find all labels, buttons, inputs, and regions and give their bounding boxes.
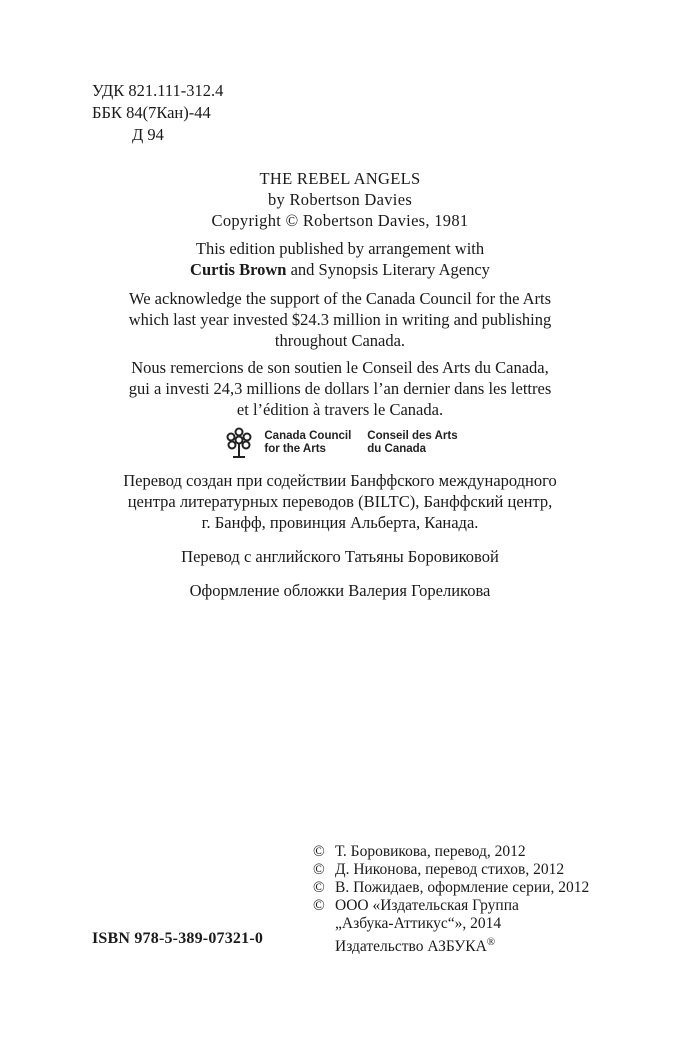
udk-code: УДК 821.111-312.4: [92, 81, 224, 100]
classification-block: [92, 80, 223, 146]
copyright-continuation: „Азбука-Аттикус“», 2014: [335, 915, 502, 932]
copyright-icon: ©: [313, 879, 325, 896]
copyright-row: [313, 897, 589, 915]
copyright-text: ООО «Издательская Группа: [335, 897, 519, 914]
copyright-icon: ©: [313, 897, 325, 914]
translation-line: Перевод создан при содействии Банффского международного: [123, 471, 557, 490]
publisher-line: [313, 933, 589, 956]
logo-en-line1: Canada Council: [264, 430, 352, 442]
translator-credit: Перевод с английского Татьяны Боровиковой: [181, 547, 499, 566]
support-en-line: We acknowledge the support of the Canada Council for the Arts: [128, 289, 552, 308]
copyright-row: [313, 861, 589, 879]
support-fr-line: Nous remercions de son soutien le Conseil des Arts du Canada,: [131, 358, 549, 377]
copyright-text: Д. Никонова, перевод стихов, 2012: [335, 861, 565, 878]
copyright-block: [313, 843, 589, 956]
support-en-line: throughout Canada.: [274, 331, 406, 350]
support-french: [0, 357, 680, 420]
logo-english: [264, 430, 351, 456]
translation-support: [0, 470, 680, 533]
copyright-icon: ©: [313, 861, 325, 878]
agency-bold: Curtis Brown: [190, 260, 287, 279]
translation-line: центра литературных переводов (BILTC), Банффский центр,: [127, 492, 553, 511]
copyright-text: Т. Боровикова, перевод, 2012: [335, 843, 526, 860]
canada-council-logo: [0, 426, 680, 460]
support-fr-line: et l’édition à travers le Canada.: [236, 400, 444, 419]
book-title: THE REBEL ANGELS: [259, 169, 421, 188]
author-mark: Д 94: [132, 125, 164, 144]
edition-note: [0, 238, 680, 280]
logo-fr-line1: Conseil des Arts: [367, 430, 458, 442]
edition-line: This edition published by arrangement with: [195, 239, 485, 258]
agency-line: [0, 259, 680, 280]
copyright-row: [313, 843, 589, 861]
canada-council-emblem-icon: [222, 426, 256, 460]
copyright-text: В. Пожидаев, оформление серии, 2012: [335, 879, 590, 896]
book-author: by Robertson Davies: [267, 190, 413, 209]
copyright-row: [313, 879, 589, 897]
book-copyright: Copyright © Robertson Davies, 1981: [211, 211, 469, 230]
agency-rest: and Synopsis Literary Agency: [286, 260, 490, 279]
isbn: ISBN 978-5-389-07321-0: [92, 930, 264, 947]
translation-line: г. Банфф, провинция Альберта, Канада.: [201, 513, 479, 532]
cover-credit: Оформление обложки Валерия Гореликова: [189, 581, 491, 600]
registered-icon: ®: [486, 936, 496, 948]
copyright-icon: ©: [313, 843, 325, 860]
support-english: [0, 288, 680, 351]
support-fr-line: gui a investi 24,3 millions de dollars l’an dernier dans les lettres: [128, 379, 552, 398]
book-info: [0, 168, 680, 231]
support-en-line: which last year invested $24.3 million in writing and publishing: [128, 310, 552, 329]
publisher-name: Издательство АЗБУКА: [335, 938, 487, 956]
logo-french: [367, 430, 457, 456]
bbk-code: ББК 84(7Кан)-44: [92, 103, 211, 122]
logo-en-line2: for the Arts: [264, 443, 326, 455]
logo-fr-line2: du Canada: [367, 443, 427, 455]
